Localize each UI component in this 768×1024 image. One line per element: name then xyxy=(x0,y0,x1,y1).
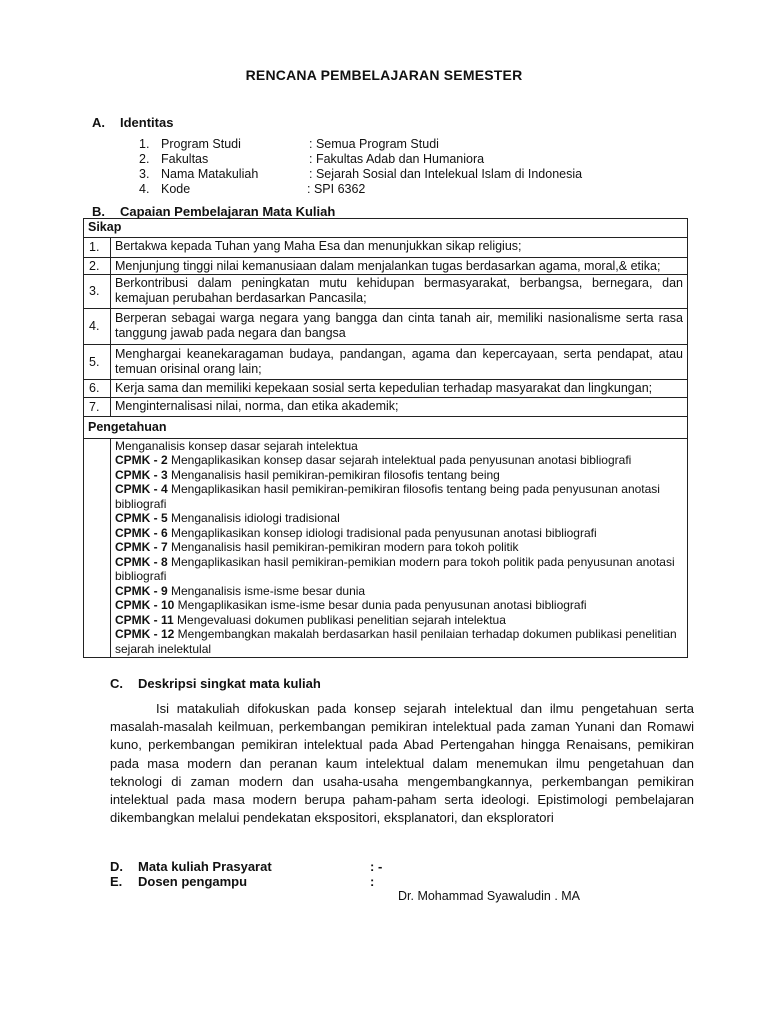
identity-label: Nama Matakuliah xyxy=(161,167,259,181)
cpmk-code: CPMK - 6 xyxy=(115,525,168,540)
course-description xyxy=(110,700,694,827)
list-item xyxy=(115,627,683,656)
pengetahuan-list xyxy=(111,438,688,658)
list-item xyxy=(115,468,683,483)
section-e-title: Dosen pengampu xyxy=(138,874,248,889)
cpmk-text: Mengaplikasikan konsep idiologi tradisional pada penyusunan anotasi bibliografi xyxy=(167,525,597,540)
identity-row-program-studi xyxy=(139,137,439,151)
cpmk-text: Mengembangkan makalah berdasarkan hasil penilaian terhadap dokumen publikasi penelitian sejarah inelektulal xyxy=(115,627,677,656)
cpmk-code: CPMK - 5 xyxy=(115,511,168,525)
section-d-value: : - xyxy=(370,859,383,874)
list-item xyxy=(115,511,683,526)
table-row xyxy=(84,257,688,275)
section-a-letter: A. xyxy=(92,115,105,130)
identity-num: 2. xyxy=(139,152,150,166)
cpmk-code: CPMK - 10 xyxy=(115,598,175,612)
cpmk-code: CPMK - 8 xyxy=(115,554,168,569)
table-row xyxy=(84,309,688,345)
cpmk-text: Menganalisis isme-isme besar dunia xyxy=(167,583,366,598)
pengetahuan-num-cell xyxy=(84,438,111,658)
list-item xyxy=(115,613,683,628)
identity-row-fakultas xyxy=(139,152,484,166)
section-d-letter: D. xyxy=(110,859,123,874)
identity-value: : Fakultas Adab dan Humaniora xyxy=(309,152,485,166)
pengetahuan-block xyxy=(84,438,688,658)
section-a-title: Identitas xyxy=(120,115,174,130)
cpmk-text: Mengevaluasi dokumen publikasi penelitian sejarah intelektua xyxy=(173,612,506,627)
identity-label: Fakultas xyxy=(161,152,209,166)
row-number: 1. xyxy=(84,237,111,257)
cpmk-text: Mengaplikasikan konsep dasar sejarah intelektual pada penyusunan anotasi bibliografi xyxy=(167,453,632,467)
row-number: 6. xyxy=(84,380,111,398)
identity-label: Program Studi xyxy=(161,137,241,151)
cpmk-code: CPMK - 7 xyxy=(115,540,168,554)
row-text: Kerja sama dan memiliki kepekaan sosial serta kepedulian terhadap masyarakat dan lingkungan; xyxy=(111,380,688,398)
list-item xyxy=(115,540,683,555)
cpmk-text: Mengaplikasikan isme-isme besar dunia pada penyusunan anotasi bibliografi xyxy=(174,598,587,612)
row-number: 3. xyxy=(84,275,111,309)
list-item xyxy=(115,482,683,511)
cpmk-text: Menganalisis idiologi tradisional xyxy=(167,511,340,525)
cpmk-code: CPMK - 2 xyxy=(115,453,168,467)
capaian-table xyxy=(83,218,688,658)
identity-value: : SPI 6362 xyxy=(307,182,366,196)
lecturer-name: Dr. Mohammad Syawaludin . MA xyxy=(398,889,581,903)
identity-label: Kode xyxy=(161,182,191,196)
row-number: 5. xyxy=(84,345,111,380)
cpmk-text: Menganalisis hasil pemikiran-pemikiran filosofis tentang being xyxy=(167,467,500,482)
row-text: Bertakwa kepada Tuhan yang Maha Esa dan menunjukkan sikap religius; xyxy=(111,237,688,257)
cpmk-code: CPMK - 12 xyxy=(115,627,175,641)
cpmk-code: CPMK - 3 xyxy=(115,467,168,482)
identity-value: : Semua Program Studi xyxy=(309,137,439,151)
row-text: Menginternalisasi nilai, norma, dan etika akademik; xyxy=(111,397,688,417)
section-b-title: Capaian Pembelajaran Mata Kuliah xyxy=(120,204,336,219)
cpmk-code: CPMK - 11 xyxy=(115,612,174,627)
section-e-row xyxy=(110,874,375,889)
cpmk-code: CPMK - 4 xyxy=(115,482,168,496)
table-row xyxy=(84,345,688,380)
row-text: Menjunjung tinggi nilai kemanusiaan dalam menjalankan tugas berdasarkan agama, moral,& etika; xyxy=(111,257,688,275)
table-row xyxy=(84,380,688,398)
section-b-letter: B. xyxy=(92,204,105,219)
identity-num: 3. xyxy=(139,167,150,181)
pengetahuan-header: Pengetahuan xyxy=(84,417,688,439)
list-item xyxy=(115,453,683,468)
row-number: 7. xyxy=(84,397,111,417)
table-row xyxy=(84,397,688,417)
row-number: 4. xyxy=(84,309,111,345)
section-a-heading xyxy=(92,115,173,130)
list-item xyxy=(115,598,683,613)
table-row xyxy=(84,275,688,309)
table-row xyxy=(84,237,688,257)
section-d-title: Mata kuliah Prasyarat xyxy=(138,859,272,874)
section-e-letter: E. xyxy=(110,874,123,889)
list-item xyxy=(115,584,683,599)
list-item: Menganalisis konsep dasar sejarah intelektua xyxy=(115,438,358,453)
cpmk-text: Mengaplikasikan hasil pemikiran-pemikiran filosofis tentang being pada penyusunan anotasi bibliografi xyxy=(115,482,660,511)
sikap-header: Sikap xyxy=(84,219,688,238)
row-text: Berkontribusi dalam peningkatan mutu kehidupan bermasyarakat, berbangsa, bernegara, dan kemajuan perubahan berdasarkan Pancasila; xyxy=(111,275,688,309)
row-number: 2. xyxy=(84,257,111,275)
cpmk-text: Mengaplikasikan hasil pemikiran-pemikian modern para tokoh politik pada penyusunan anotasi bibliografi xyxy=(115,554,675,583)
section-d-row xyxy=(110,859,383,874)
identity-num: 1. xyxy=(139,137,150,151)
identity-num: 4. xyxy=(139,182,150,196)
section-e-value: : xyxy=(370,874,375,889)
row-text: Berperan sebagai warga negara yang bangga dan cinta tanah air, memiliki nasionalisme serta rasa tanggung jawab pada negara dan bangsa xyxy=(111,309,688,345)
identity-row-matakuliah xyxy=(139,167,582,181)
list-item xyxy=(115,555,683,584)
identity-row-kode xyxy=(139,182,365,196)
section-c-letter: C. xyxy=(110,676,123,691)
list-item xyxy=(115,526,683,541)
section-b-heading xyxy=(92,204,335,219)
identity-value: : Sejarah Sosial dan Intelekual Islam di Indonesia xyxy=(309,167,583,181)
page-title: RENCANA PEMBELAJARAN SEMESTER xyxy=(245,67,523,83)
cpmk-text: Menganalisis hasil pemikiran-pemikiran modern para tokoh politik xyxy=(167,540,519,554)
cpmk-code: CPMK - 9 xyxy=(115,583,168,598)
course-description-text: Isi matakuliah difokuskan pada konsep sejarah intelektual dan ilmu pengetahuan serta masalah-masalah keilmuan, perkembangan pemikiran intelektual pada zaman Yunani dan Romawi kuno, perkembangan pemikiran intelektual pada Abad Pertengahan hingga Renaisans, pemikiran pada masa modern dan peranan kaum intelektual dalam menemukan ilmu pengetahuan dan teknologi di zaman modern dan usaha-usaha mengembangkannya, perkembangan pemikiran intelektual pada masa modern berupa paham-paham serta ideologi. Epistimologi pembelajaran dikembangkan melalui pendekatan ekspositori, eksplanatori, dan eksploratori xyxy=(110,701,694,826)
section-c-heading xyxy=(110,676,321,691)
section-c-title: Deskripsi singkat mata kuliah xyxy=(138,676,321,691)
row-text: Menghargai keanekaragaman budaya, pandangan, agama dan kepercayaan, serta pendapat, atau temuan orisinal orang lain; xyxy=(111,345,688,380)
